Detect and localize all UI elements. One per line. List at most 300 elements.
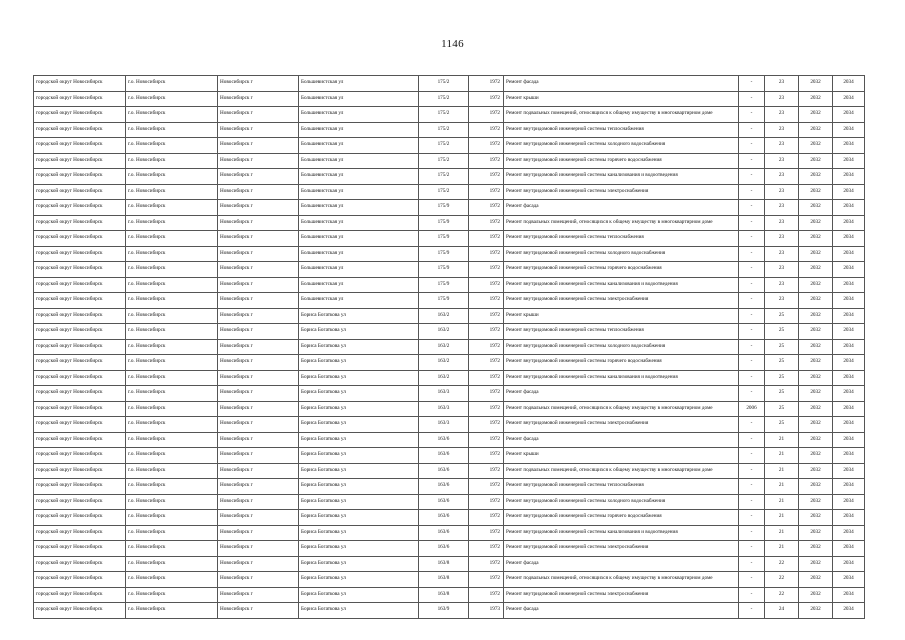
city-cell: Новосибирск г bbox=[218, 587, 299, 603]
work-type-cell: Ремонт внутридомовой инженерной системы горячего водоснабжения bbox=[504, 510, 739, 526]
municipality-cell: городской округ Новосибирск bbox=[34, 432, 126, 448]
street-cell: Бориса Богаткова ул bbox=[299, 603, 419, 619]
municipality-cell: городской округ Новосибирск bbox=[34, 215, 126, 231]
city-cell: Новосибирск г bbox=[218, 122, 299, 138]
work-type-cell: Ремонт подвальных помещений, относящихся к общему имуществу в многоквартирном доме bbox=[504, 463, 739, 479]
end-year-cell: 2034 bbox=[833, 262, 865, 278]
table-row bbox=[34, 231, 865, 247]
table-row bbox=[34, 339, 865, 355]
last-repair-year-cell: - bbox=[739, 293, 765, 309]
city-cell: Новосибирск г bbox=[218, 556, 299, 572]
last-repair-year-cell: - bbox=[739, 479, 765, 495]
table-row bbox=[34, 355, 865, 371]
municipality-cell: городской округ Новосибирск bbox=[34, 277, 126, 293]
work-type-cell: Ремонт внутридомовой инженерной системы канализования и водоотведения bbox=[504, 169, 739, 185]
end-year-cell: 2034 bbox=[833, 417, 865, 433]
build-year-cell: 1972 bbox=[469, 169, 504, 185]
table-row bbox=[34, 324, 865, 340]
district-cell: г.о. Новосибирск bbox=[126, 401, 218, 417]
wear-cell: 21 bbox=[765, 479, 799, 495]
table-row bbox=[34, 76, 865, 92]
table-row bbox=[34, 138, 865, 154]
table-row bbox=[34, 386, 865, 402]
house-number-cell: 175/2 bbox=[419, 107, 469, 123]
house-number-cell: 163/6 bbox=[419, 541, 469, 557]
work-type-cell: Ремонт подвальных помещений, относящихся к общему имуществу в многоквартирном доме bbox=[504, 401, 739, 417]
street-cell: Большевистская ул bbox=[299, 122, 419, 138]
last-repair-year-cell: - bbox=[739, 308, 765, 324]
build-year-cell: 1972 bbox=[469, 572, 504, 588]
last-repair-year-cell: - bbox=[739, 324, 765, 340]
end-year-cell: 2034 bbox=[833, 541, 865, 557]
start-year-cell: 2032 bbox=[799, 386, 833, 402]
end-year-cell: 2034 bbox=[833, 510, 865, 526]
work-type-cell: Ремонт внутридомовой инженерной системы горячего водоснабжения bbox=[504, 262, 739, 278]
end-year-cell: 2034 bbox=[833, 215, 865, 231]
build-year-cell: 1972 bbox=[469, 91, 504, 107]
work-type-cell: Ремонт внутридомовой инженерной системы холодного водоснабжения bbox=[504, 339, 739, 355]
last-repair-year-cell: - bbox=[739, 541, 765, 557]
district-cell: г.о. Новосибирск bbox=[126, 246, 218, 262]
street-cell: Бориса Богаткова ул bbox=[299, 308, 419, 324]
last-repair-year-cell: - bbox=[739, 463, 765, 479]
last-repair-year-cell: - bbox=[739, 122, 765, 138]
end-year-cell: 2034 bbox=[833, 448, 865, 464]
municipality-cell: городской округ Новосибирск bbox=[34, 386, 126, 402]
build-year-cell: 1972 bbox=[469, 432, 504, 448]
wear-cell: 23 bbox=[765, 91, 799, 107]
district-cell: г.о. Новосибирск bbox=[126, 494, 218, 510]
start-year-cell: 2032 bbox=[799, 324, 833, 340]
city-cell: Новосибирск г bbox=[218, 200, 299, 216]
work-type-cell: Ремонт внутридомовой инженерной системы электроснабжения bbox=[504, 293, 739, 309]
wear-cell: 21 bbox=[765, 494, 799, 510]
municipality-cell: городской округ Новосибирск bbox=[34, 587, 126, 603]
wear-cell: 21 bbox=[765, 510, 799, 526]
last-repair-year-cell: - bbox=[739, 525, 765, 541]
district-cell: г.о. Новосибирск bbox=[126, 138, 218, 154]
last-repair-year-cell: - bbox=[739, 215, 765, 231]
start-year-cell: 2032 bbox=[799, 153, 833, 169]
work-type-cell: Ремонт фасада bbox=[504, 200, 739, 216]
start-year-cell: 2032 bbox=[799, 91, 833, 107]
city-cell: Новосибирск г bbox=[218, 432, 299, 448]
work-type-cell: Ремонт внутридомовой инженерной системы канализования и водоотведения bbox=[504, 370, 739, 386]
wear-cell: 21 bbox=[765, 432, 799, 448]
city-cell: Новосибирск г bbox=[218, 463, 299, 479]
municipality-cell: городской округ Новосибирск bbox=[34, 510, 126, 526]
street-cell: Бориса Богаткова ул bbox=[299, 479, 419, 495]
table-row bbox=[34, 200, 865, 216]
house-number-cell: 175/9 bbox=[419, 231, 469, 247]
work-type-cell: Ремонт внутридомовой инженерной системы холодного водоснабжения bbox=[504, 246, 739, 262]
district-cell: г.о. Новосибирск bbox=[126, 107, 218, 123]
build-year-cell: 1972 bbox=[469, 262, 504, 278]
street-cell: Бориса Богаткова ул bbox=[299, 448, 419, 464]
street-cell: Большевистская ул bbox=[299, 138, 419, 154]
district-cell: г.о. Новосибирск bbox=[126, 370, 218, 386]
table-row bbox=[34, 153, 865, 169]
street-cell: Бориса Богаткова ул bbox=[299, 324, 419, 340]
house-number-cell: 175/2 bbox=[419, 138, 469, 154]
end-year-cell: 2034 bbox=[833, 76, 865, 92]
table-row bbox=[34, 525, 865, 541]
start-year-cell: 2032 bbox=[799, 308, 833, 324]
end-year-cell: 2034 bbox=[833, 277, 865, 293]
build-year-cell: 1972 bbox=[469, 277, 504, 293]
start-year-cell: 2032 bbox=[799, 510, 833, 526]
city-cell: Новосибирск г bbox=[218, 541, 299, 557]
build-year-cell: 1972 bbox=[469, 587, 504, 603]
house-number-cell: 163/2 bbox=[419, 308, 469, 324]
end-year-cell: 2034 bbox=[833, 169, 865, 185]
district-cell: г.о. Новосибирск bbox=[126, 339, 218, 355]
wear-cell: 23 bbox=[765, 277, 799, 293]
house-number-cell: 175/9 bbox=[419, 246, 469, 262]
city-cell: Новосибирск г bbox=[218, 76, 299, 92]
repair-schedule-table bbox=[33, 75, 865, 619]
table-row bbox=[34, 494, 865, 510]
house-number-cell: 163/6 bbox=[419, 448, 469, 464]
city-cell: Новосибирск г bbox=[218, 479, 299, 495]
house-number-cell: 175/9 bbox=[419, 277, 469, 293]
house-number-cell: 163/3 bbox=[419, 386, 469, 402]
build-year-cell: 1972 bbox=[469, 463, 504, 479]
municipality-cell: городской округ Новосибирск bbox=[34, 448, 126, 464]
last-repair-year-cell: - bbox=[739, 432, 765, 448]
last-repair-year-cell: - bbox=[739, 200, 765, 216]
house-number-cell: 163/2 bbox=[419, 355, 469, 371]
wear-cell: 23 bbox=[765, 184, 799, 200]
table-row bbox=[34, 603, 865, 619]
end-year-cell: 2034 bbox=[833, 308, 865, 324]
build-year-cell: 1972 bbox=[469, 541, 504, 557]
start-year-cell: 2032 bbox=[799, 231, 833, 247]
work-type-cell: Ремонт фасада bbox=[504, 76, 739, 92]
city-cell: Новосибирск г bbox=[218, 370, 299, 386]
wear-cell: 23 bbox=[765, 246, 799, 262]
district-cell: г.о. Новосибирск bbox=[126, 122, 218, 138]
end-year-cell: 2034 bbox=[833, 572, 865, 588]
table-row bbox=[34, 432, 865, 448]
work-type-cell: Ремонт внутридомовой инженерной системы теплоснабжения bbox=[504, 324, 739, 340]
house-number-cell: 175/9 bbox=[419, 215, 469, 231]
last-repair-year-cell: - bbox=[739, 184, 765, 200]
street-cell: Большевистская ул bbox=[299, 200, 419, 216]
start-year-cell: 2032 bbox=[799, 479, 833, 495]
municipality-cell: городской округ Новосибирск bbox=[34, 293, 126, 309]
street-cell: Бориса Богаткова ул bbox=[299, 525, 419, 541]
house-number-cell: 163/6 bbox=[419, 494, 469, 510]
district-cell: г.о. Новосибирск bbox=[126, 76, 218, 92]
work-type-cell: Ремонт внутридомовой инженерной системы теплоснабжения bbox=[504, 479, 739, 495]
last-repair-year-cell: - bbox=[739, 339, 765, 355]
work-type-cell: Ремонт внутридомовой инженерной системы горячего водоснабжения bbox=[504, 355, 739, 371]
wear-cell: 23 bbox=[765, 169, 799, 185]
municipality-cell: городской округ Новосибирск bbox=[34, 246, 126, 262]
house-number-cell: 175/2 bbox=[419, 153, 469, 169]
end-year-cell: 2034 bbox=[833, 401, 865, 417]
house-number-cell: 163/8 bbox=[419, 556, 469, 572]
work-type-cell: Ремонт фасада bbox=[504, 432, 739, 448]
last-repair-year-cell: - bbox=[739, 448, 765, 464]
build-year-cell: 1972 bbox=[469, 231, 504, 247]
build-year-cell: 1972 bbox=[469, 293, 504, 309]
house-number-cell: 175/2 bbox=[419, 169, 469, 185]
district-cell: г.о. Новосибирск bbox=[126, 603, 218, 619]
build-year-cell: 1972 bbox=[469, 184, 504, 200]
build-year-cell: 1972 bbox=[469, 324, 504, 340]
city-cell: Новосибирск г bbox=[218, 246, 299, 262]
wear-cell: 23 bbox=[765, 293, 799, 309]
city-cell: Новосибирск г bbox=[218, 603, 299, 619]
page-number: 1146 bbox=[441, 38, 464, 50]
street-cell: Большевистская ул bbox=[299, 169, 419, 185]
street-cell: Бориса Богаткова ул bbox=[299, 370, 419, 386]
wear-cell: 25 bbox=[765, 339, 799, 355]
wear-cell: 23 bbox=[765, 262, 799, 278]
start-year-cell: 2032 bbox=[799, 370, 833, 386]
house-number-cell: 163/3 bbox=[419, 417, 469, 433]
wear-cell: 25 bbox=[765, 401, 799, 417]
district-cell: г.о. Новосибирск bbox=[126, 386, 218, 402]
build-year-cell: 1972 bbox=[469, 448, 504, 464]
municipality-cell: городской округ Новосибирск bbox=[34, 463, 126, 479]
house-number-cell: 175/2 bbox=[419, 76, 469, 92]
street-cell: Большевистская ул bbox=[299, 91, 419, 107]
municipality-cell: городской округ Новосибирск bbox=[34, 370, 126, 386]
house-number-cell: 163/2 bbox=[419, 370, 469, 386]
house-number-cell: 175/9 bbox=[419, 293, 469, 309]
last-repair-year-cell: - bbox=[739, 262, 765, 278]
start-year-cell: 2032 bbox=[799, 215, 833, 231]
district-cell: г.о. Новосибирск bbox=[126, 169, 218, 185]
last-repair-year-cell: - bbox=[739, 587, 765, 603]
wear-cell: 25 bbox=[765, 308, 799, 324]
municipality-cell: городской округ Новосибирск bbox=[34, 138, 126, 154]
house-number-cell: 163/6 bbox=[419, 432, 469, 448]
start-year-cell: 2032 bbox=[799, 76, 833, 92]
city-cell: Новосибирск г bbox=[218, 401, 299, 417]
start-year-cell: 2032 bbox=[799, 525, 833, 541]
street-cell: Бориса Богаткова ул bbox=[299, 432, 419, 448]
street-cell: Бориса Богаткова ул bbox=[299, 494, 419, 510]
house-number-cell: 163/8 bbox=[419, 572, 469, 588]
municipality-cell: городской округ Новосибирск bbox=[34, 262, 126, 278]
build-year-cell: 1972 bbox=[469, 525, 504, 541]
last-repair-year-cell: - bbox=[739, 153, 765, 169]
start-year-cell: 2032 bbox=[799, 417, 833, 433]
start-year-cell: 2032 bbox=[799, 138, 833, 154]
work-type-cell: Ремонт внутридомовой инженерной системы теплоснабжения bbox=[504, 231, 739, 247]
street-cell: Бориса Богаткова ул bbox=[299, 339, 419, 355]
district-cell: г.о. Новосибирск bbox=[126, 231, 218, 247]
city-cell: Новосибирск г bbox=[218, 339, 299, 355]
start-year-cell: 2032 bbox=[799, 603, 833, 619]
wear-cell: 22 bbox=[765, 556, 799, 572]
city-cell: Новосибирск г bbox=[218, 231, 299, 247]
end-year-cell: 2034 bbox=[833, 293, 865, 309]
work-type-cell: Ремонт внутридомовой инженерной системы электроснабжения bbox=[504, 417, 739, 433]
build-year-cell: 1972 bbox=[469, 556, 504, 572]
city-cell: Новосибирск г bbox=[218, 494, 299, 510]
start-year-cell: 2032 bbox=[799, 293, 833, 309]
street-cell: Большевистская ул bbox=[299, 262, 419, 278]
wear-cell: 21 bbox=[765, 448, 799, 464]
municipality-cell: городской округ Новосибирск bbox=[34, 525, 126, 541]
work-type-cell: Ремонт крыши bbox=[504, 448, 739, 464]
street-cell: Большевистская ул bbox=[299, 231, 419, 247]
end-year-cell: 2034 bbox=[833, 122, 865, 138]
city-cell: Новосибирск г bbox=[218, 510, 299, 526]
build-year-cell: 1972 bbox=[469, 370, 504, 386]
municipality-cell: городской округ Новосибирск bbox=[34, 479, 126, 495]
table-row bbox=[34, 401, 865, 417]
work-type-cell: Ремонт внутридомовой инженерной системы горячего водоснабжения bbox=[504, 153, 739, 169]
end-year-cell: 2034 bbox=[833, 138, 865, 154]
wear-cell: 24 bbox=[765, 603, 799, 619]
start-year-cell: 2032 bbox=[799, 494, 833, 510]
house-number-cell: 163/8 bbox=[419, 587, 469, 603]
district-cell: г.о. Новосибирск bbox=[126, 91, 218, 107]
table-row bbox=[34, 510, 865, 526]
municipality-cell: городской округ Новосибирск bbox=[34, 556, 126, 572]
municipality-cell: городской округ Новосибирск bbox=[34, 339, 126, 355]
build-year-cell: 1972 bbox=[469, 386, 504, 402]
wear-cell: 23 bbox=[765, 215, 799, 231]
street-cell: Бориса Богаткова ул bbox=[299, 587, 419, 603]
table-row bbox=[34, 556, 865, 572]
table-row bbox=[34, 246, 865, 262]
work-type-cell: Ремонт внутридомовой инженерной системы электроснабжения bbox=[504, 541, 739, 557]
build-year-cell: 1972 bbox=[469, 76, 504, 92]
street-cell: Бориса Богаткова ул bbox=[299, 510, 419, 526]
wear-cell: 21 bbox=[765, 541, 799, 557]
build-year-cell: 1972 bbox=[469, 246, 504, 262]
municipality-cell: городской округ Новосибирск bbox=[34, 541, 126, 557]
start-year-cell: 2032 bbox=[799, 432, 833, 448]
district-cell: г.о. Новосибирск bbox=[126, 262, 218, 278]
city-cell: Новосибирск г bbox=[218, 355, 299, 371]
district-cell: г.о. Новосибирск bbox=[126, 293, 218, 309]
street-cell: Большевистская ул bbox=[299, 277, 419, 293]
street-cell: Большевистская ул bbox=[299, 76, 419, 92]
city-cell: Новосибирск г bbox=[218, 169, 299, 185]
end-year-cell: 2034 bbox=[833, 153, 865, 169]
work-type-cell: Ремонт внутридомовой инженерной системы электроснабжения bbox=[504, 587, 739, 603]
district-cell: г.о. Новосибирск bbox=[126, 463, 218, 479]
table-row bbox=[34, 277, 865, 293]
start-year-cell: 2032 bbox=[799, 122, 833, 138]
start-year-cell: 2032 bbox=[799, 401, 833, 417]
work-type-cell: Ремонт подвальных помещений, относящихся к общему имуществу в многоквартирном доме bbox=[504, 215, 739, 231]
wear-cell: 23 bbox=[765, 138, 799, 154]
municipality-cell: городской округ Новосибирск bbox=[34, 603, 126, 619]
municipality-cell: городской округ Новосибирск bbox=[34, 417, 126, 433]
table-row bbox=[34, 463, 865, 479]
house-number-cell: 175/2 bbox=[419, 91, 469, 107]
house-number-cell: 163/9 bbox=[419, 603, 469, 619]
work-type-cell: Ремонт крыши bbox=[504, 91, 739, 107]
end-year-cell: 2034 bbox=[833, 231, 865, 247]
street-cell: Бориса Богаткова ул bbox=[299, 417, 419, 433]
city-cell: Новосибирск г bbox=[218, 572, 299, 588]
district-cell: г.о. Новосибирск bbox=[126, 200, 218, 216]
municipality-cell: городской округ Новосибирск bbox=[34, 91, 126, 107]
house-number-cell: 163/2 bbox=[419, 324, 469, 340]
start-year-cell: 2032 bbox=[799, 463, 833, 479]
last-repair-year-cell: - bbox=[739, 76, 765, 92]
district-cell: г.о. Новосибирск bbox=[126, 432, 218, 448]
street-cell: Большевистская ул bbox=[299, 215, 419, 231]
table-row bbox=[34, 262, 865, 278]
wear-cell: 25 bbox=[765, 355, 799, 371]
municipality-cell: городской округ Новосибирск bbox=[34, 572, 126, 588]
last-repair-year-cell: - bbox=[739, 417, 765, 433]
wear-cell: 25 bbox=[765, 417, 799, 433]
start-year-cell: 2032 bbox=[799, 200, 833, 216]
house-number-cell: 175/9 bbox=[419, 200, 469, 216]
work-type-cell: Ремонт крыши bbox=[504, 308, 739, 324]
city-cell: Новосибирск г bbox=[218, 184, 299, 200]
build-year-cell: 1972 bbox=[469, 494, 504, 510]
city-cell: Новосибирск г bbox=[218, 308, 299, 324]
last-repair-year-cell: - bbox=[739, 494, 765, 510]
table-row bbox=[34, 169, 865, 185]
house-number-cell: 163/3 bbox=[419, 401, 469, 417]
build-year-cell: 1972 bbox=[469, 339, 504, 355]
street-cell: Бориса Богаткова ул bbox=[299, 572, 419, 588]
city-cell: Новосибирск г bbox=[218, 215, 299, 231]
wear-cell: 21 bbox=[765, 463, 799, 479]
district-cell: г.о. Новосибирск bbox=[126, 308, 218, 324]
district-cell: г.о. Новосибирск bbox=[126, 572, 218, 588]
start-year-cell: 2032 bbox=[799, 355, 833, 371]
table-row bbox=[34, 587, 865, 603]
house-number-cell: 175/2 bbox=[419, 122, 469, 138]
street-cell: Большевистская ул bbox=[299, 107, 419, 123]
house-number-cell: 175/2 bbox=[419, 184, 469, 200]
municipality-cell: городской округ Новосибирск bbox=[34, 231, 126, 247]
start-year-cell: 2032 bbox=[799, 541, 833, 557]
wear-cell: 22 bbox=[765, 572, 799, 588]
district-cell: г.о. Новосибирск bbox=[126, 324, 218, 340]
work-type-cell: Ремонт внутридомовой инженерной системы канализования и водоотведения bbox=[504, 277, 739, 293]
build-year-cell: 1972 bbox=[469, 153, 504, 169]
build-year-cell: 1972 bbox=[469, 138, 504, 154]
wear-cell: 23 bbox=[765, 122, 799, 138]
street-cell: Большевистская ул bbox=[299, 184, 419, 200]
work-type-cell: Ремонт внутридомовой инженерной системы канализования и водоотведения bbox=[504, 525, 739, 541]
district-cell: г.о. Новосибирск bbox=[126, 153, 218, 169]
municipality-cell: городской округ Новосибирск bbox=[34, 308, 126, 324]
build-year-cell: 1972 bbox=[469, 215, 504, 231]
street-cell: Бориса Богаткова ул bbox=[299, 541, 419, 557]
last-repair-year-cell: - bbox=[739, 107, 765, 123]
work-type-cell: Ремонт фасада bbox=[504, 386, 739, 402]
district-cell: г.о. Новосибирск bbox=[126, 184, 218, 200]
house-number-cell: 175/9 bbox=[419, 262, 469, 278]
work-type-cell: Ремонт фасада bbox=[504, 603, 739, 619]
last-repair-year-cell: - bbox=[739, 386, 765, 402]
end-year-cell: 2034 bbox=[833, 324, 865, 340]
house-number-cell: 163/6 bbox=[419, 463, 469, 479]
table-row bbox=[34, 448, 865, 464]
municipality-cell: городской округ Новосибирск bbox=[34, 184, 126, 200]
end-year-cell: 2034 bbox=[833, 432, 865, 448]
last-repair-year-cell: - bbox=[739, 572, 765, 588]
end-year-cell: 2034 bbox=[833, 370, 865, 386]
